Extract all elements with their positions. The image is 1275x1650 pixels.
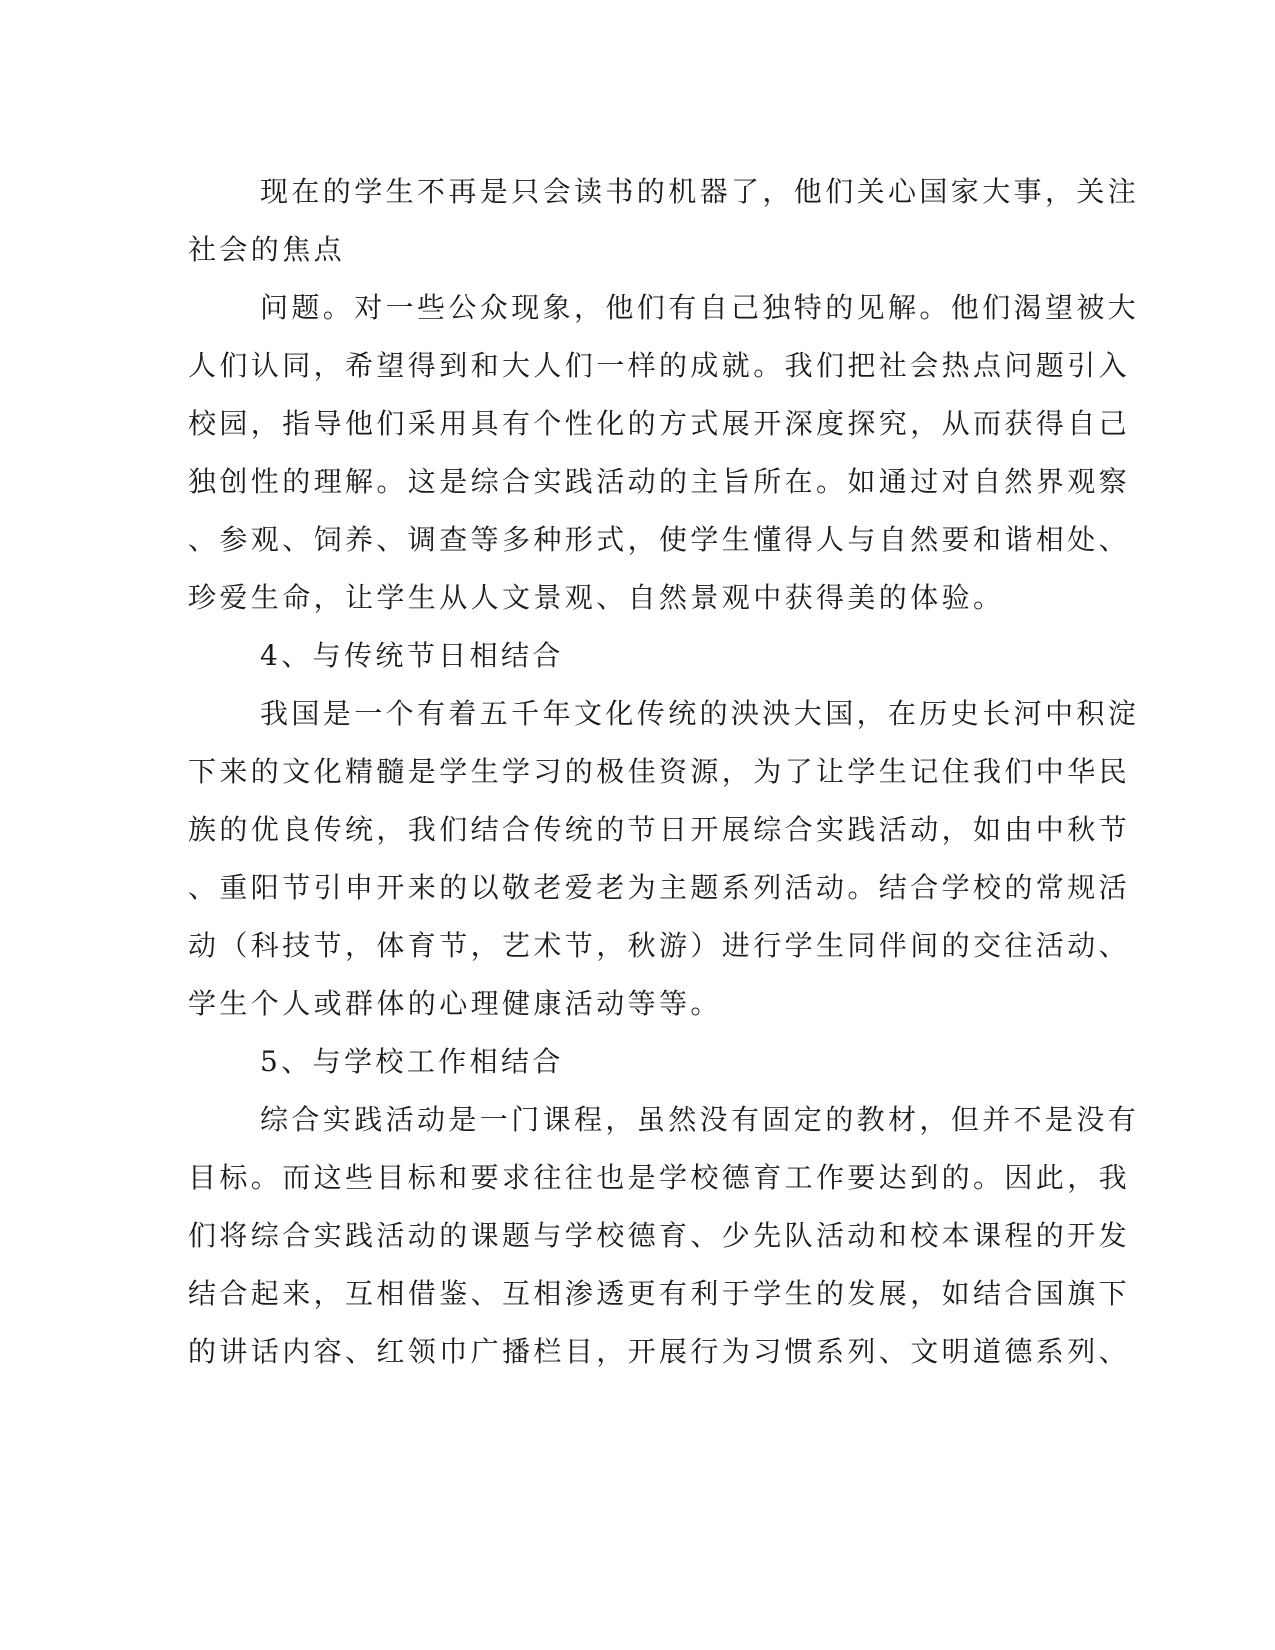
text-line: 问题。对一些公众现象，他们有自己独特的见解。他们渴望被大 [260,291,1140,324]
text-line: 们将综合实践活动的课题与学校德育、少先队活动和校本课程的开发 [188,1219,1131,1252]
text-line: 我国是一个有着五千年文化传统的泱泱大国，在历史长河中积淀 [260,697,1140,730]
text-line: 社会的焦点 [188,233,346,266]
text-line: 结合起来，互相借鉴、互相渗透更有利于学生的发展，如结合国旗下 [188,1277,1131,1310]
text-line: 人们认同，希望得到和大人们一样的成就。我们把社会热点问题引入 [188,349,1131,382]
text-line: 珍爱生命，让学生从人文景观、自然景观中获得美的体验。 [188,581,1005,614]
text-line: 的讲话内容、红领巾广播栏目，开展行为习惯系列、文明道德系列、 [188,1335,1131,1368]
text-line: 下来的文化精髓是学生学习的极佳资源，为了让学生记住我们中华民 [188,755,1131,788]
text-line: 学生个人或群体的心理健康活动等等。 [188,987,722,1020]
text-line: 族的优良传统，我们结合传统的节日开展综合实践活动，如由中秋节 [188,813,1131,846]
text-line: 、重阳节引申开来的以敬老爱老为主题系列活动。结合学校的常规活 [188,871,1131,904]
text-line: 目标。而这些目标和要求往往也是学校德育工作要达到的。因此，我 [188,1161,1131,1194]
section-heading: 5、与学校工作相结合 [260,1045,564,1078]
text-line: 现在的学生不再是只会读书的机器了，他们关心国家大事，关注 [260,175,1140,208]
text-line: 、参观、饲养、调查等多种形式，使学生懂得人与自然要和谐相处、 [188,523,1131,556]
text-line: 独创性的理解。这是综合实践活动的主旨所在。如通过对自然界观察 [188,465,1131,498]
text-line: 校园，指导他们采用具有个性化的方式展开深度探究，从而获得自己 [188,407,1131,440]
text-line: 综合实践活动是一门课程，虽然没有固定的教材，但并不是没有 [260,1103,1140,1136]
document-body [188,163,1140,1381]
section-heading: 4、与传统节日相结合 [260,639,564,672]
text-line: 动（科技节，体育节，艺术节，秋游）进行学生同伴间的交往活动、 [188,929,1131,962]
